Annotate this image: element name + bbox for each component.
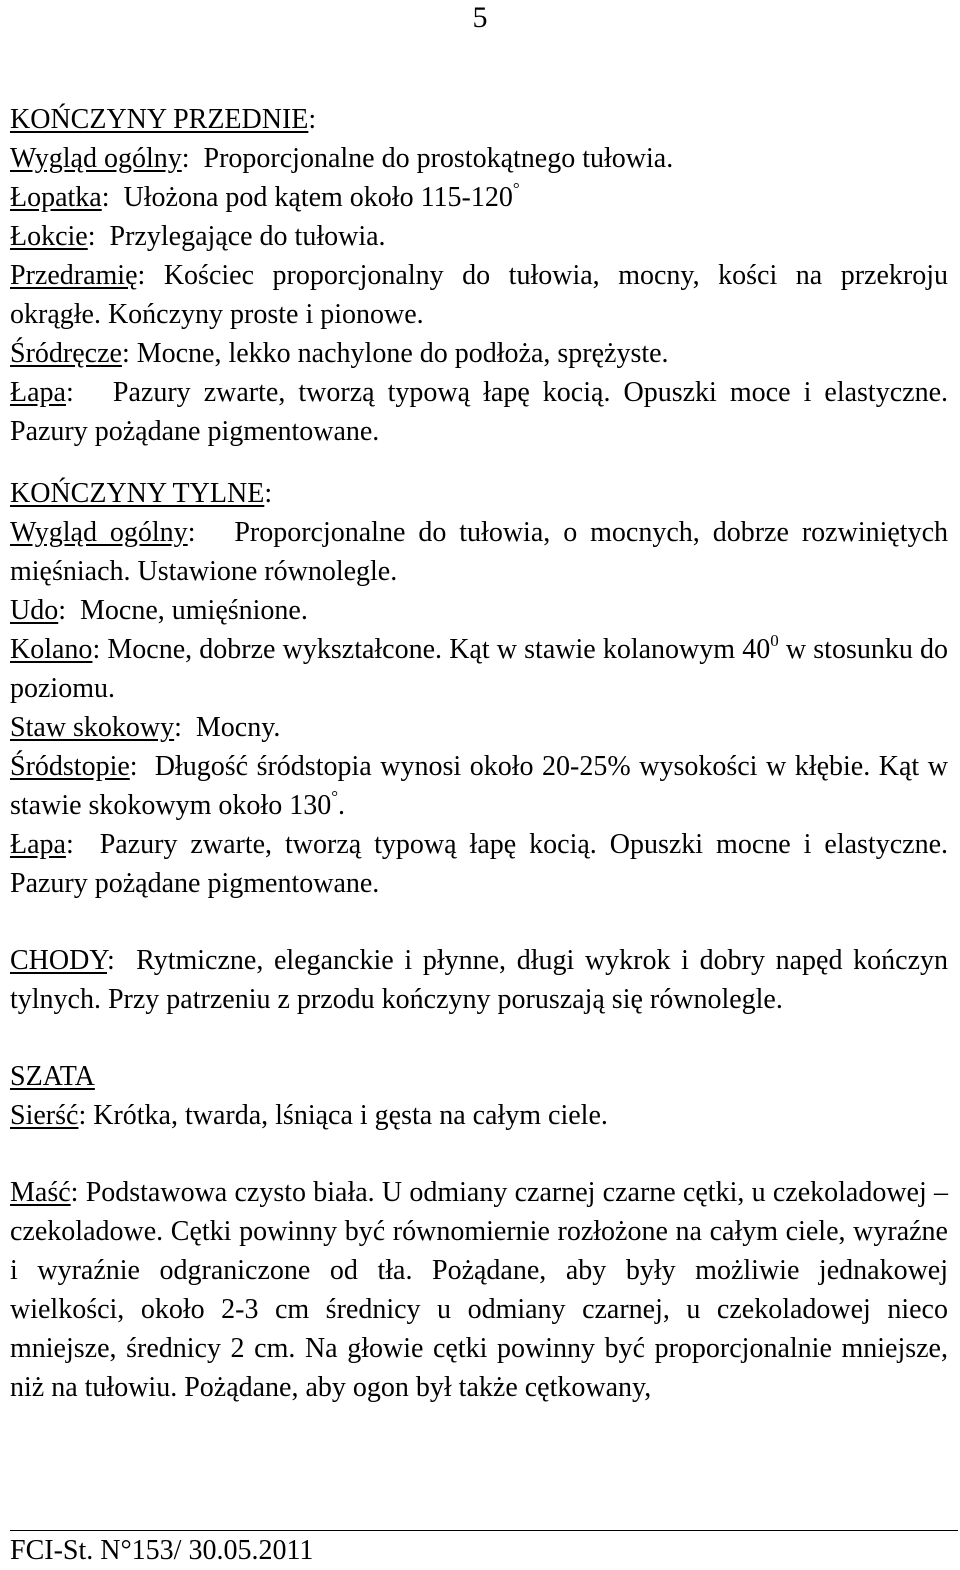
page-number: 5 — [472, 1, 488, 34]
field-text: Proporcjonalne do prostokątnego tułowia. — [203, 143, 674, 174]
field-text: Krótka, twarda, lśniąca i gęsta na całym ciele. — [93, 1100, 608, 1131]
field-text: Pazury zwarte, tworzą typową łapę kocią. Opuszki mocne i elastyczne. Pazury pożądane pigmentowane. — [10, 829, 949, 899]
hind-hock: Staw skokowy: Mocny. — [10, 712, 281, 743]
field-label: Maść — [10, 1177, 71, 1208]
footer-reference: FCI-St. N°153/ 30.05.2011 — [10, 1535, 314, 1566]
front-general-appearance: Wygląd ogólny: Proporcjonalne do prostokątnego tułowia. — [10, 143, 674, 174]
front-metacarpus: Śródręcze: Mocne, lekko nachylone do podłoża, sprężyste. — [10, 338, 669, 369]
field-text: Kościec proporcjonalny do tułowia, mocny, kości na przekroju okrągłe. Kończyny proste i pionowe. — [10, 260, 949, 330]
field-label: Sierść — [10, 1100, 79, 1131]
field-text-continued: . — [338, 790, 346, 821]
coat-section — [10, 1057, 948, 1407]
field-text: Mocne, lekko nachylone do podłoża, sprężyste. — [136, 338, 669, 369]
front-limbs-section — [10, 100, 948, 451]
field-label: Staw skokowy — [10, 712, 175, 743]
section-heading: SZATA — [10, 1061, 95, 1092]
field-label: Wygląd ogólny — [10, 143, 182, 174]
section-heading: KOŃCZYNY TYLNE: — [10, 478, 273, 509]
field-text: Długość śródstopia wynosi około 20-25% wysokości w kłębie. Kąt w stawie skokowym około 130 — [10, 751, 948, 821]
coat-colour: Maść: Podstawowa czysto biała. U odmiany czarnej czarne cętki, u czekoladowej – czekoladowe. Cętki powinny być równomiernie rozłożone na całym ciele, wyraźne i wyraźnie odgraniczone od tła. Pożądane, aby były możliwie jednakowej wielkości, około 2-3 cm średnicy u odmiany czarnej, u czekoladowej nieco mniejsze, średnicy 2 cm. Na głowie cętki powinny być proporcjonalnie mniejsze, niż na tułowiu. Pożądane, aby ogon był także cętkowany, — [10, 1177, 948, 1403]
hind-stifle: Kolano: Mocne, dobrze wykształcone. Kąt w stawie kolanowym $40^0$ w stosunku do poziomu. — [10, 631, 949, 704]
field-label: Łopatka — [10, 182, 102, 213]
front-paw: Łapa: Pazury zwarte, tworzą typową łapę kocią. Opuszki moce i elastyczne. Pazury pożądane pigmentowane. — [10, 377, 948, 447]
hind-paw: Łapa: Pazury zwarte, tworzą typową łapę kocią. Opuszki mocne i elastyczne. Pazury pożądane pigmentowane. — [10, 829, 949, 899]
field-label: Śródstopie — [10, 751, 130, 782]
field-label: Łokcie — [10, 221, 88, 252]
field-label: Łapa — [10, 829, 66, 860]
field-text: Mocny. — [195, 712, 281, 743]
degree-sign: ° — [512, 179, 520, 198]
footer-divider — [10, 1530, 958, 1531]
field-text-continued: w stosunku do poziomu. — [10, 634, 949, 704]
field-label: Wygląd ogólny — [10, 517, 188, 548]
field-label: Udo — [10, 595, 59, 626]
field-label: Śródręcze — [10, 338, 122, 369]
gait-section — [10, 941, 948, 1019]
field-text: Mocne, umięśnione. — [80, 595, 308, 626]
degree-sign: ° — [331, 787, 339, 806]
hind-metatarsus: Śródstopie: Długość śródstopia wynosi około 20-25% wysokości w kłębie. Kąt w stawie skokowym około 130°. — [10, 751, 948, 821]
field-label: Kolano — [10, 634, 93, 665]
field-label: Łapa — [10, 377, 66, 408]
field-text: Przylegające do tułowia. — [109, 221, 386, 252]
front-forearm: Przedramię: Kościec proporcjonalny do tułowia, mocny, kości na przekroju okrągłe. Kończyny proste i pionowe. — [10, 260, 949, 330]
document-body — [10, 100, 948, 1407]
hind-limbs-section — [10, 474, 948, 903]
degree-superscript: 0 — [770, 631, 779, 650]
field-label: Przedramię — [10, 260, 138, 291]
field-text: Pazury zwarte, tworzą typową łapę kocią. Opuszki moce i elastyczne. Pazury pożądane pigmentowane. — [10, 377, 948, 447]
field-text: Podstawowa czysto biała. U odmiany czarnej czarne cętki, u czekoladowej – czekoladowe. Cętki powinny być równomiernie rozłożone na całym ciele, wyraźne i wyraźnie odgraniczone od tła. Pożądane, aby były możliwie jednakowej wielkości, około 2-3 cm średnicy u odmiany czarnej, u czekoladowej nieco mniejsze, średnicy 2 cm. Na głowie cętki powinny być proporcjonalnie mniejsze, niż na tułowiu. Pożądane, aby ogon był także cętkowany, — [10, 1177, 948, 1403]
field-text: Ułożona pod kątem około 115-120 — [123, 182, 513, 213]
field-text: Mocne, dobrze wykształcone. Kąt w stawie kolanowym 40 — [107, 634, 771, 665]
hind-thigh: Udo: Mocne, umięśnione. — [10, 595, 308, 626]
hind-general-appearance: Wygląd ogólny: Proporcjonalne do tułowia, o mocnych, dobrze rozwiniętych mięśniach. Ustawione równolegle. — [10, 517, 949, 587]
front-shoulder: Łopatka: Ułożona pod kątem około 115-120° — [10, 179, 520, 213]
gait-paragraph: CHODY: Rytmiczne, eleganckie i płynne, długi wykrok i dobry napęd kończyn tylnych. Przy patrzeniu z przodu kończyny poruszają się równolegle. — [10, 945, 949, 1015]
coat-hair: Sierść: Krótka, twarda, lśniąca i gęsta na całym ciele. — [10, 1100, 608, 1131]
front-elbows: Łokcie: Przylegające do tułowia. — [10, 221, 386, 252]
section-heading: KOŃCZYNY PRZEDNIE: — [10, 104, 317, 135]
section-heading: CHODY — [10, 945, 107, 976]
field-text: Rytmiczne, eleganckie i płynne, długi wykrok i dobry napęd kończyn tylnych. Przy patrzeniu z przodu kończyny poruszają się równolegle. — [10, 945, 949, 1015]
field-text: Proporcjonalne do tułowia, o mocnych, dobrze rozwiniętych mięśniach. Ustawione równolegle. — [10, 517, 949, 587]
